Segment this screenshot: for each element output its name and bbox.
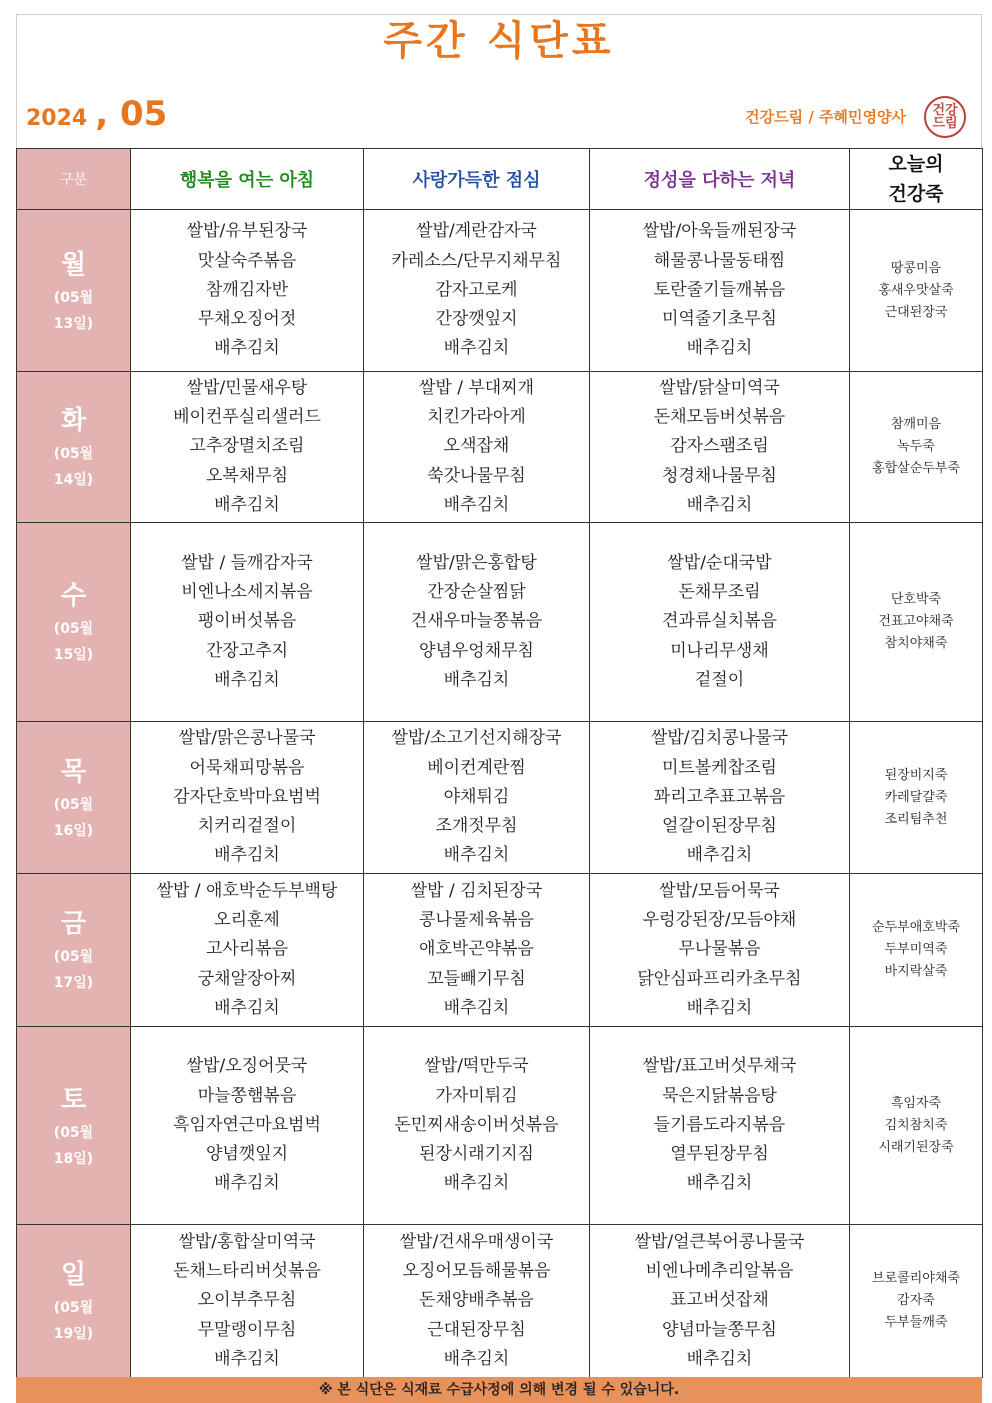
- menu-item: 양념우엉채무침: [419, 640, 534, 661]
- menu-item: 감자스팸조림: [670, 436, 769, 457]
- menu-item: 두부미역죽: [884, 942, 948, 957]
- day-name: 일: [60, 1260, 87, 1290]
- menu-item: 배추김치: [443, 1348, 510, 1369]
- porridge-cell: [850, 874, 983, 1027]
- lunch-cell: [364, 1027, 590, 1225]
- menu-item: 근대된장무침: [427, 1319, 526, 1340]
- menu-item: 쌀밥/얼큰북어콩나물국: [634, 1231, 805, 1252]
- menu-item: 돈채무조림: [678, 582, 761, 603]
- porridge-cell: [850, 1225, 983, 1378]
- lunch-cell: [364, 1225, 590, 1378]
- menu-item: 양념마늘쫑무침: [662, 1319, 777, 1340]
- menu-item: 배추김치: [686, 845, 753, 866]
- menu-item: 토란줄기들깨볶음: [653, 279, 786, 300]
- menu-item: 가자미튀김: [435, 1085, 518, 1106]
- menu-item: 비엔나소세지볶음: [181, 582, 313, 603]
- menu-item: 홍합살순두부죽: [872, 461, 960, 476]
- menu-item: 간장순살찜닭: [427, 582, 526, 603]
- month-label: , 05: [95, 94, 168, 134]
- lunch-cell: [364, 722, 590, 874]
- dinner-cell: [590, 372, 850, 523]
- dinner-cell: [590, 210, 850, 372]
- menu-item: 치킨가라아게: [427, 407, 526, 428]
- porridge-cell: [850, 210, 983, 372]
- menu-item: 배추김치: [686, 338, 753, 359]
- menu-item: 배추김치: [686, 1173, 753, 1194]
- day-date-day: 18일): [53, 1150, 94, 1167]
- menu-item: 쌀밥/순대국밥: [667, 552, 772, 573]
- menu-item: 참깨김자반: [205, 279, 289, 300]
- dinner-cell: [590, 1225, 850, 1378]
- menu-item: 단호박죽: [890, 592, 942, 607]
- menu-item: 꼬들빼기무침: [427, 968, 526, 989]
- menu-item: 쌀밥/계란감자국: [416, 221, 537, 242]
- menu-item: 배추김치: [214, 845, 280, 866]
- day-date-month: (05월: [53, 621, 94, 637]
- menu-item: 묵은지닭볶음탕: [662, 1085, 777, 1106]
- day-date-day: 15일): [53, 647, 94, 663]
- menu-item: 쌀밥/떡만두국: [424, 1056, 529, 1077]
- menu-item: 쌀밥/맑은콩나물국: [178, 728, 316, 749]
- menu-item: 쌀밥/김치콩나물국: [650, 728, 789, 749]
- day-date-month: (05월: [53, 796, 94, 813]
- menu-item: 배추김치: [214, 338, 280, 359]
- day-name: 화: [60, 406, 87, 436]
- table-row: [17, 523, 983, 722]
- lunch-cell: [364, 523, 590, 722]
- breakfast-cell: [131, 210, 364, 372]
- menu-item: 감자고로케: [435, 279, 518, 300]
- menu-item: 쌀밥/아욱들깨된장국: [642, 221, 797, 242]
- brand-label: 건강드림 / 주혜민영양사: [745, 108, 906, 126]
- day-cell: [17, 1027, 131, 1225]
- day-date-day: 14일): [53, 472, 94, 488]
- table-row: [17, 1027, 983, 1225]
- menu-item: 배추김치: [686, 997, 753, 1018]
- day-name: 금: [60, 909, 87, 939]
- menu-item: 배추김치: [214, 1348, 280, 1369]
- menu-item: 배추김치: [686, 1348, 753, 1369]
- menu-item: 고사리볶음: [205, 939, 289, 960]
- page-title: 주간 식단표: [383, 18, 615, 64]
- menu-item: 팽이버섯볶음: [197, 611, 297, 632]
- day-cell: [17, 874, 131, 1027]
- day-name: 목: [60, 756, 87, 787]
- breakfast-cell: [131, 722, 364, 874]
- menu-item: 쌀밥/모듬어묵국: [659, 880, 780, 901]
- menu-item: 맛살숙주볶음: [197, 250, 297, 271]
- day-cell: [17, 722, 131, 874]
- table-row: [17, 874, 983, 1027]
- menu-item: 순두부애호박죽: [872, 920, 960, 935]
- breakfast-cell: [131, 372, 364, 523]
- header-gubun: 구분: [17, 149, 131, 210]
- year-label: 2024: [26, 106, 88, 131]
- menu-item: 견과류실치볶음: [662, 611, 777, 632]
- menu-item: 쌀밥/홍합살미역국: [178, 1231, 316, 1252]
- menu-item: 시래기된장죽: [878, 1139, 954, 1155]
- table-row: [17, 722, 983, 874]
- breakfast-cell: [131, 523, 364, 722]
- dinner-cell: [590, 722, 850, 874]
- menu-item: 감자죽: [897, 1293, 935, 1308]
- day-name: 수: [60, 581, 87, 611]
- header-dinner: 정성을 다하는 저녁: [590, 149, 850, 210]
- menu-item: 조개젓무침: [435, 816, 518, 837]
- menu-item: 닭안심파프리카초무침: [637, 968, 802, 989]
- menu-item: 배추김치: [443, 997, 510, 1018]
- menu-item: 궁채알장아찌: [197, 968, 297, 989]
- day-date-month: (05월: [53, 1124, 94, 1141]
- breakfast-cell: [131, 1225, 364, 1378]
- dinner-cell: [590, 874, 850, 1027]
- menu-item: 미트볼케찹조림: [662, 757, 777, 778]
- menu-item: 김치참치죽: [884, 1117, 948, 1133]
- menu-item: 배추김치: [443, 494, 510, 515]
- menu-item: 땅콩미음: [890, 260, 942, 276]
- day-name: 월: [60, 249, 87, 280]
- menu-item: 흑임자연근마요범벅: [173, 1114, 321, 1135]
- menu-item: 근대된장국: [884, 304, 948, 320]
- porridge-cell: [850, 372, 983, 523]
- weekly-menu-table: [16, 148, 983, 1378]
- logo-text: 건강드림: [932, 103, 958, 131]
- menu-item: 배추김치: [214, 1173, 280, 1194]
- menu-item: 참깨미음: [890, 417, 942, 432]
- menu-item: 쌀밥/오징어뭇국: [186, 1056, 308, 1077]
- porridge-cell: [850, 722, 983, 874]
- day-cell: [17, 210, 131, 372]
- day-cell: [17, 1225, 131, 1378]
- menu-item: 감자단호박마요범벅: [173, 786, 321, 807]
- day-date-day: 17일): [53, 975, 94, 991]
- day-name: 토: [60, 1084, 87, 1115]
- menu-item: 베이컨푸실리샐러드: [173, 407, 321, 428]
- table-row: [17, 372, 983, 523]
- day-date-month: (05월: [53, 949, 94, 965]
- menu-item: 무나물볶음: [678, 939, 761, 960]
- header-lunch: 사랑가득한 점심: [364, 149, 590, 210]
- menu-item: 흑임자죽: [890, 1095, 942, 1111]
- menu-item: 브로콜리야채죽: [872, 1271, 960, 1286]
- menu-item: 겉절이: [694, 669, 745, 690]
- menu-item: 쌀밥 / 부대찌개: [418, 377, 535, 398]
- day-date-month: (05월: [53, 289, 94, 306]
- menu-item: 야채튀김: [443, 786, 510, 807]
- menu-item: 무채오징어젓: [197, 309, 297, 330]
- breakfast-cell: [131, 874, 364, 1027]
- menu-item: 양념깻잎지: [205, 1144, 289, 1165]
- menu-item: 참치야채죽: [884, 636, 948, 651]
- menu-item: 청경채나물무침: [662, 465, 777, 486]
- lunch-cell: [364, 874, 590, 1027]
- table-header-row: [17, 149, 983, 210]
- menu-item: 두부들깨죽: [884, 1315, 948, 1330]
- menu-item: 돈채모듬버섯볶음: [653, 407, 786, 428]
- menu-item: 들기름도라지볶음: [653, 1114, 786, 1135]
- menu-item: 해물콩나물동태찜: [653, 250, 786, 271]
- menu-item: 애호박곤약볶음: [419, 939, 534, 960]
- menu-item: 비엔나메추리알볶음: [645, 1261, 794, 1282]
- menu-item: 쌀밥/민물새우탕: [186, 377, 308, 398]
- menu-item: 카레달걀죽: [884, 789, 948, 805]
- menu-item: 돈민찌새송이버섯볶음: [394, 1114, 559, 1135]
- menu-item: 간장깻잎지: [435, 309, 518, 330]
- brand-logo: [924, 96, 966, 138]
- menu-item: 조리팀추천: [884, 811, 948, 827]
- day-date-day: 13일): [53, 315, 94, 332]
- menu-item: 된장시래기지짐: [419, 1144, 534, 1165]
- menu-item: 쑥갓나물무침: [427, 465, 526, 486]
- day-date-month: (05월: [53, 446, 94, 462]
- menu-item: 쌀밥/맑은홍합탕: [416, 552, 537, 573]
- table-row: [17, 1225, 983, 1378]
- dinner-cell: [590, 1027, 850, 1225]
- menu-item: 쌀밥/표고버섯무채국: [642, 1056, 797, 1077]
- menu-item: 건새우마늘쫑볶음: [410, 611, 543, 632]
- menu-item: 오리훈제: [214, 910, 280, 931]
- menu-item: 꽈리고추표고볶음: [653, 786, 786, 807]
- menu-item: 배추김치: [443, 669, 510, 690]
- menu-item: 얼갈이된장무침: [662, 816, 777, 837]
- menu-item: 고추장멸치조림: [189, 436, 305, 457]
- header-breakfast: 행복을 여는 아침: [131, 149, 364, 210]
- menu-item: 마늘쫑햄볶음: [197, 1085, 297, 1106]
- menu-item: 돈채양배추볶음: [419, 1290, 534, 1311]
- menu-item: 쌀밥/유부된장국: [186, 221, 308, 242]
- menu-item: 배추김치: [214, 997, 280, 1018]
- menu-item: 바지락살죽: [884, 964, 948, 979]
- porridge-cell: [850, 523, 983, 722]
- footer-notice: ※ 본 식단은 식재료 수급사정에 의해 변경 될 수 있습니다.: [16, 1377, 982, 1403]
- menu-item: 쌀밥 / 들깨감자국: [181, 552, 313, 573]
- menu-item: 쌀밥 / 애호박순두부백탕: [156, 880, 338, 901]
- menu-item: 치커리겉절이: [197, 816, 297, 837]
- menu-item: 간장고추지: [205, 640, 289, 661]
- menu-item: 녹두죽: [897, 439, 935, 454]
- menu-item: 배추김치: [443, 338, 510, 359]
- menu-item: 쌀밥 / 김치된장국: [410, 880, 543, 901]
- day-cell: [17, 372, 131, 523]
- porridge-cell: [850, 1027, 983, 1225]
- menu-item: 오징어모듬해물볶음: [402, 1261, 551, 1282]
- lunch-cell: [364, 210, 590, 372]
- day-cell: [17, 523, 131, 722]
- menu-item: 배추김치: [443, 1173, 510, 1194]
- day-date-day: 19일): [53, 1326, 94, 1342]
- menu-item: 쌀밥/소고기선지해장국: [391, 728, 562, 749]
- menu-item: 미역줄기초무침: [662, 309, 777, 330]
- menu-item: 무말랭이무침: [197, 1319, 297, 1340]
- header-porridge: [850, 149, 983, 210]
- lunch-cell: [364, 372, 590, 523]
- menu-page: [16, 14, 982, 1398]
- menu-item: 배추김치: [443, 845, 510, 866]
- menu-item: 미나리무생채: [670, 640, 769, 661]
- year-month: [26, 94, 167, 139]
- menu-item: 쌀밥/건새우매생이국: [399, 1231, 554, 1252]
- menu-item: 된장비지죽: [884, 767, 948, 783]
- menu-item: 배추김치: [214, 494, 280, 515]
- menu-item: 배추김치: [214, 669, 280, 690]
- menu-item: 열무된장무침: [670, 1144, 769, 1165]
- menu-item: 카레소스/단무지채무침: [391, 250, 562, 271]
- menu-item: 오복채무침: [205, 465, 289, 486]
- menu-item: 우렁강된장/모듬야채: [642, 910, 797, 931]
- menu-item: 건표고야채죽: [878, 614, 954, 629]
- menu-item: 어묵채피망볶음: [189, 757, 305, 778]
- day-date-day: 16일): [53, 822, 94, 839]
- header-porridge-line2: 건강죽: [888, 183, 944, 205]
- menu-item: 콩나물제육볶음: [419, 910, 534, 931]
- menu-item: 오색잡채: [443, 436, 510, 457]
- menu-item: 표고버섯잡채: [670, 1290, 769, 1311]
- menu-item: 쌀밥/닭살미역국: [659, 377, 780, 398]
- day-date-month: (05월: [53, 1300, 94, 1316]
- dinner-cell: [590, 523, 850, 722]
- table-row: [17, 210, 983, 372]
- menu-item: 베이컨계란찜: [427, 757, 526, 778]
- breakfast-cell: [131, 1027, 364, 1225]
- menu-item: 홍새우맛살죽: [878, 282, 954, 298]
- menu-item: 돈채느타리버섯볶음: [173, 1261, 321, 1282]
- menu-item: 오이부추무침: [197, 1290, 297, 1311]
- header-porridge-line1: 오늘의: [888, 153, 944, 175]
- menu-item: 배추김치: [686, 494, 753, 515]
